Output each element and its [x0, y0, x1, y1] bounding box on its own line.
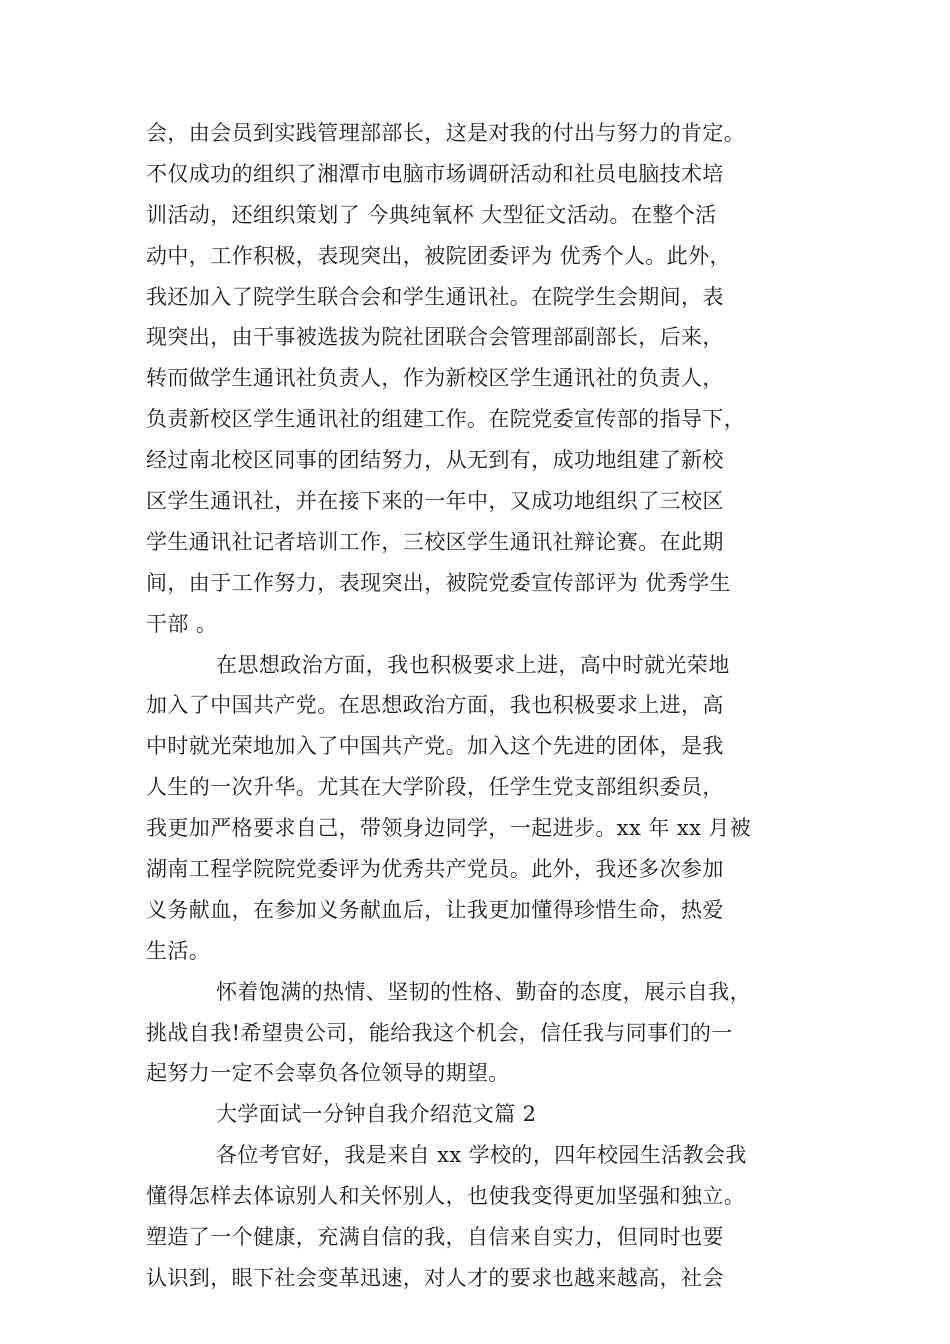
paragraph-first-line: 大学面试一分钟自我介绍范文篇 2 — [216, 1102, 537, 1127]
text-line: 加入了中国共产党。在思想政治方面，我也积极要求上进，高 — [146, 693, 724, 718]
text-line: 义务献血，在参加义务献血后，让我更加懂得珍惜生命，热爱 — [146, 897, 724, 922]
text-line: 经过南北校区同事的团结努力，从无到有，成功地组建了新校 — [146, 448, 724, 473]
text-line: 间，由于工作努力，表现突出，被院党委宣传部评为 优秀学生 — [146, 570, 731, 595]
text-line: 人生的一次升华。尤其在大学阶段，任学生党支部组织委员， — [146, 775, 724, 800]
text-line: 学生通讯社记者培训工作，三校区学生通讯社辩论赛。在此期 — [146, 529, 724, 554]
text-line: 干部 。 — [146, 611, 218, 636]
paragraph-first-line: 在思想政治方面，我也积极要求上进，高中时就光荣地 — [216, 652, 730, 677]
text-line: 塑造了一个健康，充满自信的我，自信来自实力，但同时也要 — [146, 1225, 724, 1250]
text-line: 懂得怎样去体谅别人和关怀别人，也使我变得更加坚强和独立。 — [146, 1184, 746, 1209]
text-line: 区学生通讯社，并在接下来的一年中，又成功地组织了三校区 — [146, 489, 724, 514]
text-line: 动中，工作积极，表现突出，被院团委评为 优秀个人。此外， — [146, 243, 731, 268]
text-line: 现突出，由干事被选拔为院社团联合会管理部副部长，后来， — [146, 325, 724, 350]
text-line: 训活动，还组织策划了 今典纯氧杯 大型征文活动。在整个活 — [146, 202, 717, 227]
text-line: 挑战自我!希望贵公司，能给我这个机会，信任我与同事们的一 — [146, 1020, 733, 1045]
paragraph-first-line: 各位考官好，我是来自 xx 学校的，四年校园生活教会我 — [216, 1143, 747, 1168]
text-line: 起努力一定不会辜负各位领导的期望。 — [146, 1061, 510, 1086]
document-body — [146, 113, 810, 1299]
text-line: 我更加严格要求自己，带领身边同学，一起进步。xx 年 xx 月被 — [146, 816, 752, 841]
text-line: 中时就光荣地加入了中国共产党。加入这个先进的团体，是我 — [146, 734, 724, 759]
paragraph-first-line: 怀着饱满的热情、坚韧的性格、勤奋的态度，展示自我， — [216, 979, 751, 1004]
text-line: 生活。 — [146, 938, 211, 963]
text-line: 负责新校区学生通讯社的组建工作。在院党委宣传部的指导下， — [146, 407, 746, 432]
text-line: 我还加入了院学生联合会和学生通讯社。在院学生会期间，表 — [146, 284, 724, 309]
text-line: 认识到，眼下社会变革迅速，对人才的要求也越来越高，社会 — [146, 1265, 724, 1290]
text-line: 转而做学生通讯社负责人，作为新校区学生通讯社的负责人， — [146, 366, 724, 391]
text-line: 会，由会员到实践管理部部长，这是对我的付出与努力的肯定。 — [146, 121, 746, 145]
text-line: 湖南工程学院院党委评为优秀共产党员。此外，我还多次参加 — [146, 857, 724, 882]
text-line: 不仅成功的组织了湘潭市电脑市场调研活动和社员电脑技术培 — [146, 161, 724, 186]
